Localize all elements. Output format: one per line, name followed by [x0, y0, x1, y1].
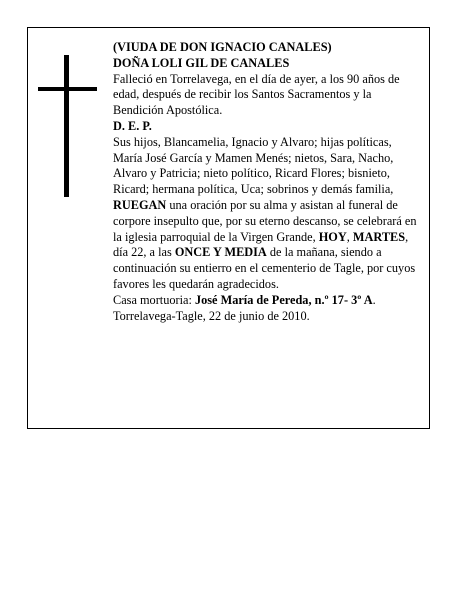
ruegan-word: RUEGAN	[113, 197, 167, 212]
prayer-text: una oración por su alma y asistan al funeral de corpore insepulto que, por su eterno descanso, se celebrará en la iglesia parroquial de la Virgen Grande,	[113, 197, 417, 244]
comma-separator: ,	[346, 229, 353, 244]
family-paragraph: Sus hijos, Blancamelia, Ignacio y Alvaro; hijas políticas, María José García y Mamen Menés; nietos, Sara, Nacho, Alvaro y Patricia; nieto político, Ricard Flores; bisnieto, Ricard; hermana política, Uca; sobrinos y demás familia,	[113, 134, 394, 197]
deceased-name: DOÑA LOLI GIL DE CANALES	[113, 55, 290, 70]
house-end: .	[372, 292, 376, 307]
day-text: , día 22, a las	[113, 229, 409, 260]
house-paragraph	[113, 293, 423, 309]
place-date: Torrelavega-Tagle, 22 de junio de 2010.	[113, 308, 310, 323]
martes-word: MARTES	[352, 229, 406, 244]
time-text: ONCE Y MEDIA	[174, 245, 267, 260]
dep-line: D. E. P.	[113, 118, 152, 133]
burial-text: de la mañana, siendo a continuación su entierro en el cementerio de Tagle, por cuyos favores les quedarán agradecidos.	[113, 245, 416, 291]
obituary-text	[113, 40, 423, 324]
cross-vertical-bar	[64, 55, 69, 197]
house-label: Casa mortuoria:	[113, 292, 195, 307]
ceremony-paragraph	[113, 198, 423, 293]
widow-line: (VIUDA DE DON IGNACIO CANALES)	[113, 40, 332, 54]
cross-horizontal-bar	[38, 87, 97, 91]
hoy-word: HOY	[318, 229, 347, 244]
house-address: José María de Pereda, n.º 17- 3º A	[194, 292, 373, 307]
death-paragraph: Falleció en Torrelavega, en el día de ayer, a los 90 años de edad, después de recibir los Santos Sacramentos y la Bendición Apostólica.	[113, 71, 400, 118]
